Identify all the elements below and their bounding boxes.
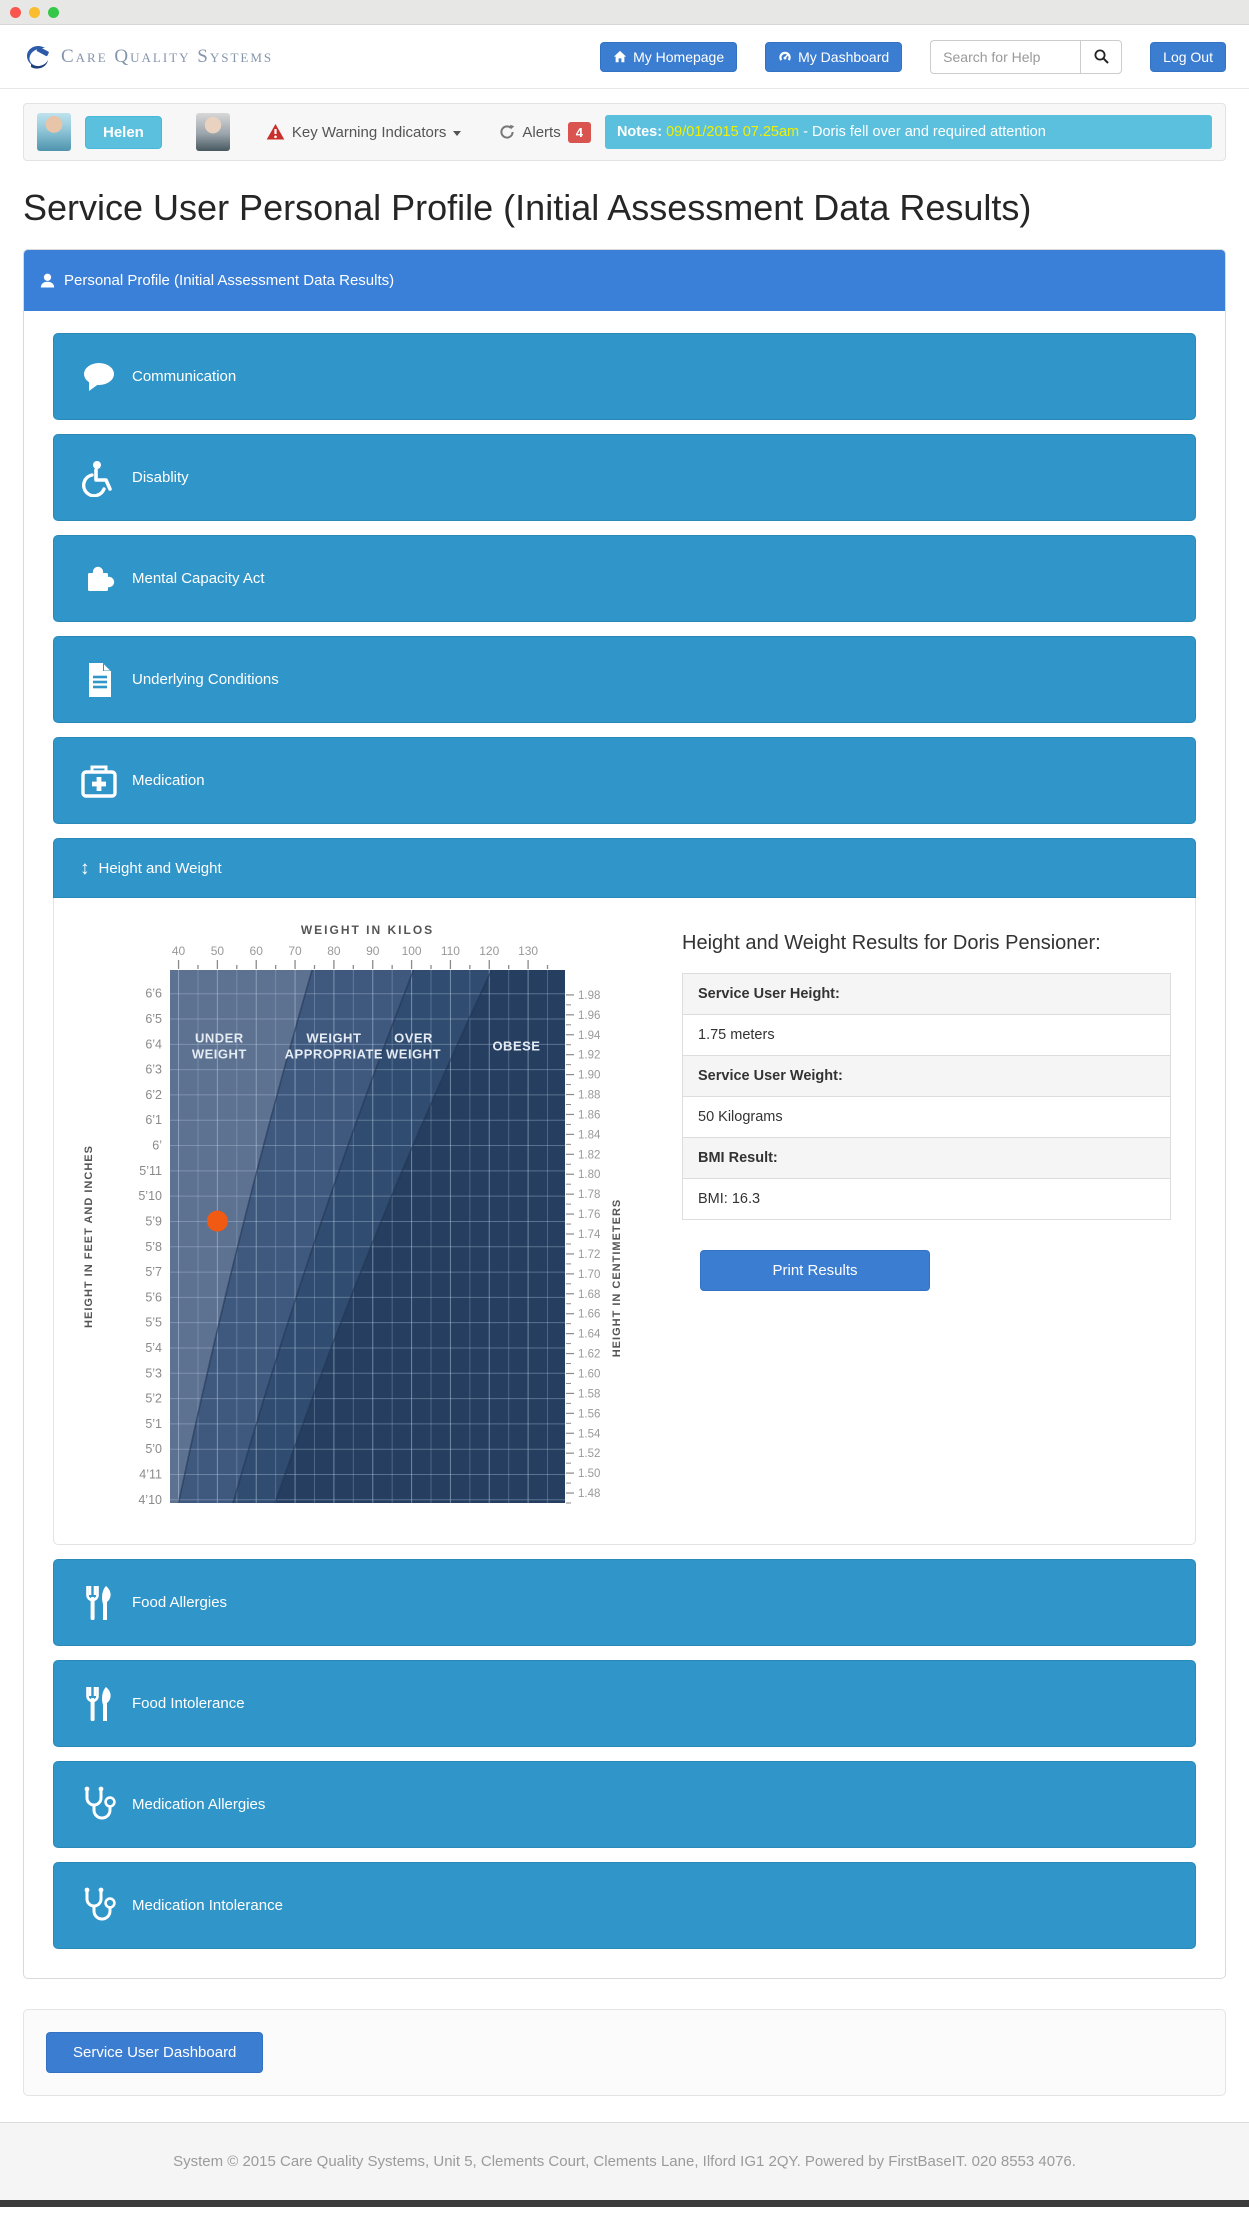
svg-text:1.96: 1.96: [578, 1009, 601, 1022]
svg-text:5’10: 5’10: [138, 1189, 162, 1204]
svg-text:70: 70: [288, 944, 302, 958]
search-icon: [1093, 48, 1110, 65]
puzzle-icon: [78, 561, 120, 597]
section-height-and-weight[interactable]: ↕ Height and Weight: [53, 838, 1196, 898]
panel-heading-personal-profile[interactable]: Personal Profile (Initial Assessment Data Results): [24, 250, 1225, 311]
svg-text:1.76: 1.76: [578, 1209, 601, 1222]
search-input[interactable]: [930, 40, 1080, 74]
svg-text:1.78: 1.78: [578, 1189, 601, 1202]
result-value: 50 Kilograms: [683, 1097, 1171, 1138]
section-communication[interactable]: Communication: [53, 333, 1196, 420]
svg-text:6’4: 6’4: [145, 1037, 162, 1052]
svg-text:5’2: 5’2: [145, 1391, 162, 1406]
status-toolbar: [23, 103, 1226, 161]
svg-text:5’11: 5’11: [139, 1163, 162, 1178]
svg-text:1.92: 1.92: [578, 1049, 601, 1062]
svg-text:HEIGHT IN CENTIMETERS: HEIGHT IN CENTIMETERS: [611, 1198, 623, 1358]
my-dashboard-button[interactable]: My Dashboard: [765, 42, 902, 72]
svg-text:1.60: 1.60: [578, 1368, 601, 1381]
svg-text:WEIGHT: WEIGHT: [306, 1030, 362, 1046]
result-label: Service User Height:: [683, 974, 1171, 1015]
zoom-window-button[interactable]: [48, 7, 59, 18]
section-mental-capacity-act[interactable]: Mental Capacity Act: [53, 535, 1196, 622]
service-user-dashboard-button[interactable]: Service User Dashboard: [46, 2032, 263, 2073]
svg-text:1.86: 1.86: [578, 1109, 601, 1122]
svg-text:100: 100: [401, 944, 422, 958]
svg-text:5’3: 5’3: [145, 1366, 162, 1381]
result-value: BMI: 16.3: [683, 1179, 1171, 1220]
footer: [0, 2122, 1249, 2200]
my-homepage-button[interactable]: My Homepage: [600, 42, 737, 72]
svg-text:1.66: 1.66: [578, 1308, 601, 1321]
carer-name-button[interactable]: Helen: [85, 116, 162, 149]
svg-text:6’: 6’: [152, 1138, 162, 1153]
svg-text:1.90: 1.90: [578, 1069, 601, 1082]
svg-text:130: 130: [518, 944, 539, 958]
section-medication-intolerance[interactable]: Medication Intolerance: [53, 1862, 1196, 1949]
svg-text:5’7: 5’7: [145, 1265, 162, 1280]
svg-text:WEIGHT: WEIGHT: [386, 1046, 442, 1062]
svg-text:1.58: 1.58: [578, 1388, 601, 1401]
svg-text:APPROPRIATE: APPROPRIATE: [284, 1046, 384, 1062]
svg-text:1.80: 1.80: [578, 1169, 601, 1182]
result-label: BMI Result:: [683, 1138, 1171, 1179]
svg-text:5’1: 5’1: [145, 1416, 162, 1431]
section-disability[interactable]: Disablity: [53, 434, 1196, 521]
svg-text:4’10: 4’10: [138, 1492, 162, 1507]
logo-text: Care Quality Systems: [61, 45, 274, 67]
section-medication[interactable]: Medication: [53, 737, 1196, 824]
svg-text:WEIGHT: WEIGHT: [191, 1046, 247, 1062]
home-icon: [613, 50, 627, 64]
svg-text:OVER: OVER: [394, 1030, 433, 1046]
svg-text:50: 50: [210, 944, 225, 958]
warning-triangle-icon: [266, 123, 285, 141]
svg-text:5’8: 5’8: [145, 1239, 162, 1254]
svg-text:1.88: 1.88: [578, 1089, 601, 1102]
svg-text:80: 80: [327, 944, 341, 958]
comment-icon: [78, 360, 120, 394]
svg-text:40: 40: [171, 944, 186, 958]
logo-swoosh-icon: [23, 42, 53, 72]
svg-text:6’2: 6’2: [145, 1087, 162, 1102]
service-user-avatar[interactable]: [196, 113, 230, 151]
site-header: [0, 25, 1249, 89]
bottom-panel: [23, 2009, 1226, 2096]
notes-text: - Doris fell over and required attention: [799, 124, 1046, 140]
svg-text:1.64: 1.64: [578, 1328, 601, 1341]
svg-text:1.98: 1.98: [578, 989, 601, 1002]
svg-text:1.54: 1.54: [578, 1428, 601, 1441]
medkit-icon: [78, 763, 120, 799]
svg-text:1.50: 1.50: [578, 1468, 601, 1481]
svg-text:1.72: 1.72: [578, 1248, 601, 1261]
footer-strip: [0, 2200, 1249, 2207]
key-warning-indicators-dropdown[interactable]: Key Warning Indicators: [266, 123, 462, 141]
svg-text:1.74: 1.74: [578, 1229, 601, 1242]
section-food-intolerance[interactable]: Food Intolerance: [53, 1660, 1196, 1747]
svg-text:6’1: 6’1: [145, 1113, 162, 1128]
svg-text:5’6: 5’6: [145, 1290, 162, 1305]
svg-text:6’3: 6’3: [145, 1062, 162, 1077]
svg-text:1.62: 1.62: [578, 1348, 601, 1361]
svg-text:110: 110: [440, 944, 460, 958]
stethoscope-icon: [78, 1886, 120, 1926]
svg-text:1.48: 1.48: [578, 1488, 601, 1501]
document-icon: [78, 661, 120, 699]
svg-text:5’4: 5’4: [145, 1340, 162, 1355]
refresh-icon: [499, 124, 515, 140]
height-weight-content: [53, 898, 1196, 1545]
results-heading: Height and Weight Results for Doris Pensioner:: [682, 932, 1101, 954]
svg-text:6’6: 6’6: [145, 986, 162, 1001]
notes-banner[interactable]: Notes: 09/01/2015 07.25am - Doris fell over and required attention: [605, 115, 1212, 149]
svg-text:1.94: 1.94: [578, 1029, 601, 1042]
svg-text:1.84: 1.84: [578, 1129, 601, 1142]
section-underlying-conditions[interactable]: Underlying Conditions: [53, 636, 1196, 723]
svg-text:90: 90: [366, 944, 380, 958]
bmi-chart: [74, 918, 646, 1518]
results-column: [682, 918, 1175, 1518]
alerts-control[interactable]: Alerts 4: [499, 122, 591, 143]
cutlery-icon: [78, 1684, 120, 1724]
search-button[interactable]: [1080, 40, 1122, 74]
svg-text:OBESE: OBESE: [492, 1038, 541, 1054]
svg-text:1.70: 1.70: [578, 1268, 601, 1281]
height-arrows-icon: ↕: [80, 857, 90, 879]
svg-text:1.68: 1.68: [578, 1288, 601, 1301]
cutlery-icon: [78, 1583, 120, 1623]
dashboard-icon: [778, 50, 792, 64]
footer-text: System © 2015 Care Quality Systems, Unit 5, Clements Court, Clements Lane, Ilford IG1 2QY. Powered by FirstBaseIT. 020 8553 4076.: [173, 2153, 1076, 2170]
svg-text:5’9: 5’9: [145, 1214, 162, 1229]
svg-text:6’5: 6’5: [145, 1012, 162, 1027]
svg-text:120: 120: [479, 944, 500, 958]
svg-text:1.56: 1.56: [578, 1408, 601, 1421]
result-value: 1.75 meters: [683, 1015, 1171, 1056]
section-food-allergies[interactable]: Food Allergies: [53, 1559, 1196, 1646]
svg-text:4’11: 4’11: [139, 1467, 162, 1482]
page-title: Service User Personal Profile (Initial Assessment Data Results): [23, 187, 1032, 228]
logo[interactable]: [23, 42, 273, 72]
svg-text:1.52: 1.52: [578, 1448, 601, 1461]
svg-text:WEIGHT IN KILOS: WEIGHT IN KILOS: [300, 923, 435, 937]
results-table: [682, 973, 1171, 1220]
logout-button[interactable]: Log Out: [1150, 42, 1226, 72]
svg-text:5’5: 5’5: [145, 1315, 162, 1330]
notes-date: 09/01/2015 07.25am: [662, 124, 800, 140]
result-label: Service User Weight:: [683, 1056, 1171, 1097]
alerts-count-badge[interactable]: 4: [568, 122, 591, 143]
carer-avatar[interactable]: [37, 113, 71, 151]
stethoscope-icon: [78, 1785, 120, 1825]
section-medication-allergies[interactable]: Medication Allergies: [53, 1761, 1196, 1848]
svg-text:UNDER: UNDER: [194, 1030, 244, 1046]
svg-text:5’0: 5’0: [145, 1442, 162, 1457]
svg-text:HEIGHT IN FEET AND INCHES: HEIGHT IN FEET AND INCHES: [83, 1145, 95, 1328]
svg-text:60: 60: [249, 944, 263, 958]
profile-panel: [23, 249, 1226, 1979]
window-titlebar: [0, 0, 1249, 25]
user-icon: [40, 273, 55, 288]
wheelchair-icon: [78, 459, 120, 497]
minimize-window-button[interactable]: [29, 7, 40, 18]
print-results-button[interactable]: Print Results: [700, 1250, 930, 1291]
help-search: [930, 40, 1122, 74]
chevron-down-icon: [453, 131, 461, 136]
svg-text:1.82: 1.82: [578, 1149, 601, 1162]
close-window-button[interactable]: [10, 7, 21, 18]
